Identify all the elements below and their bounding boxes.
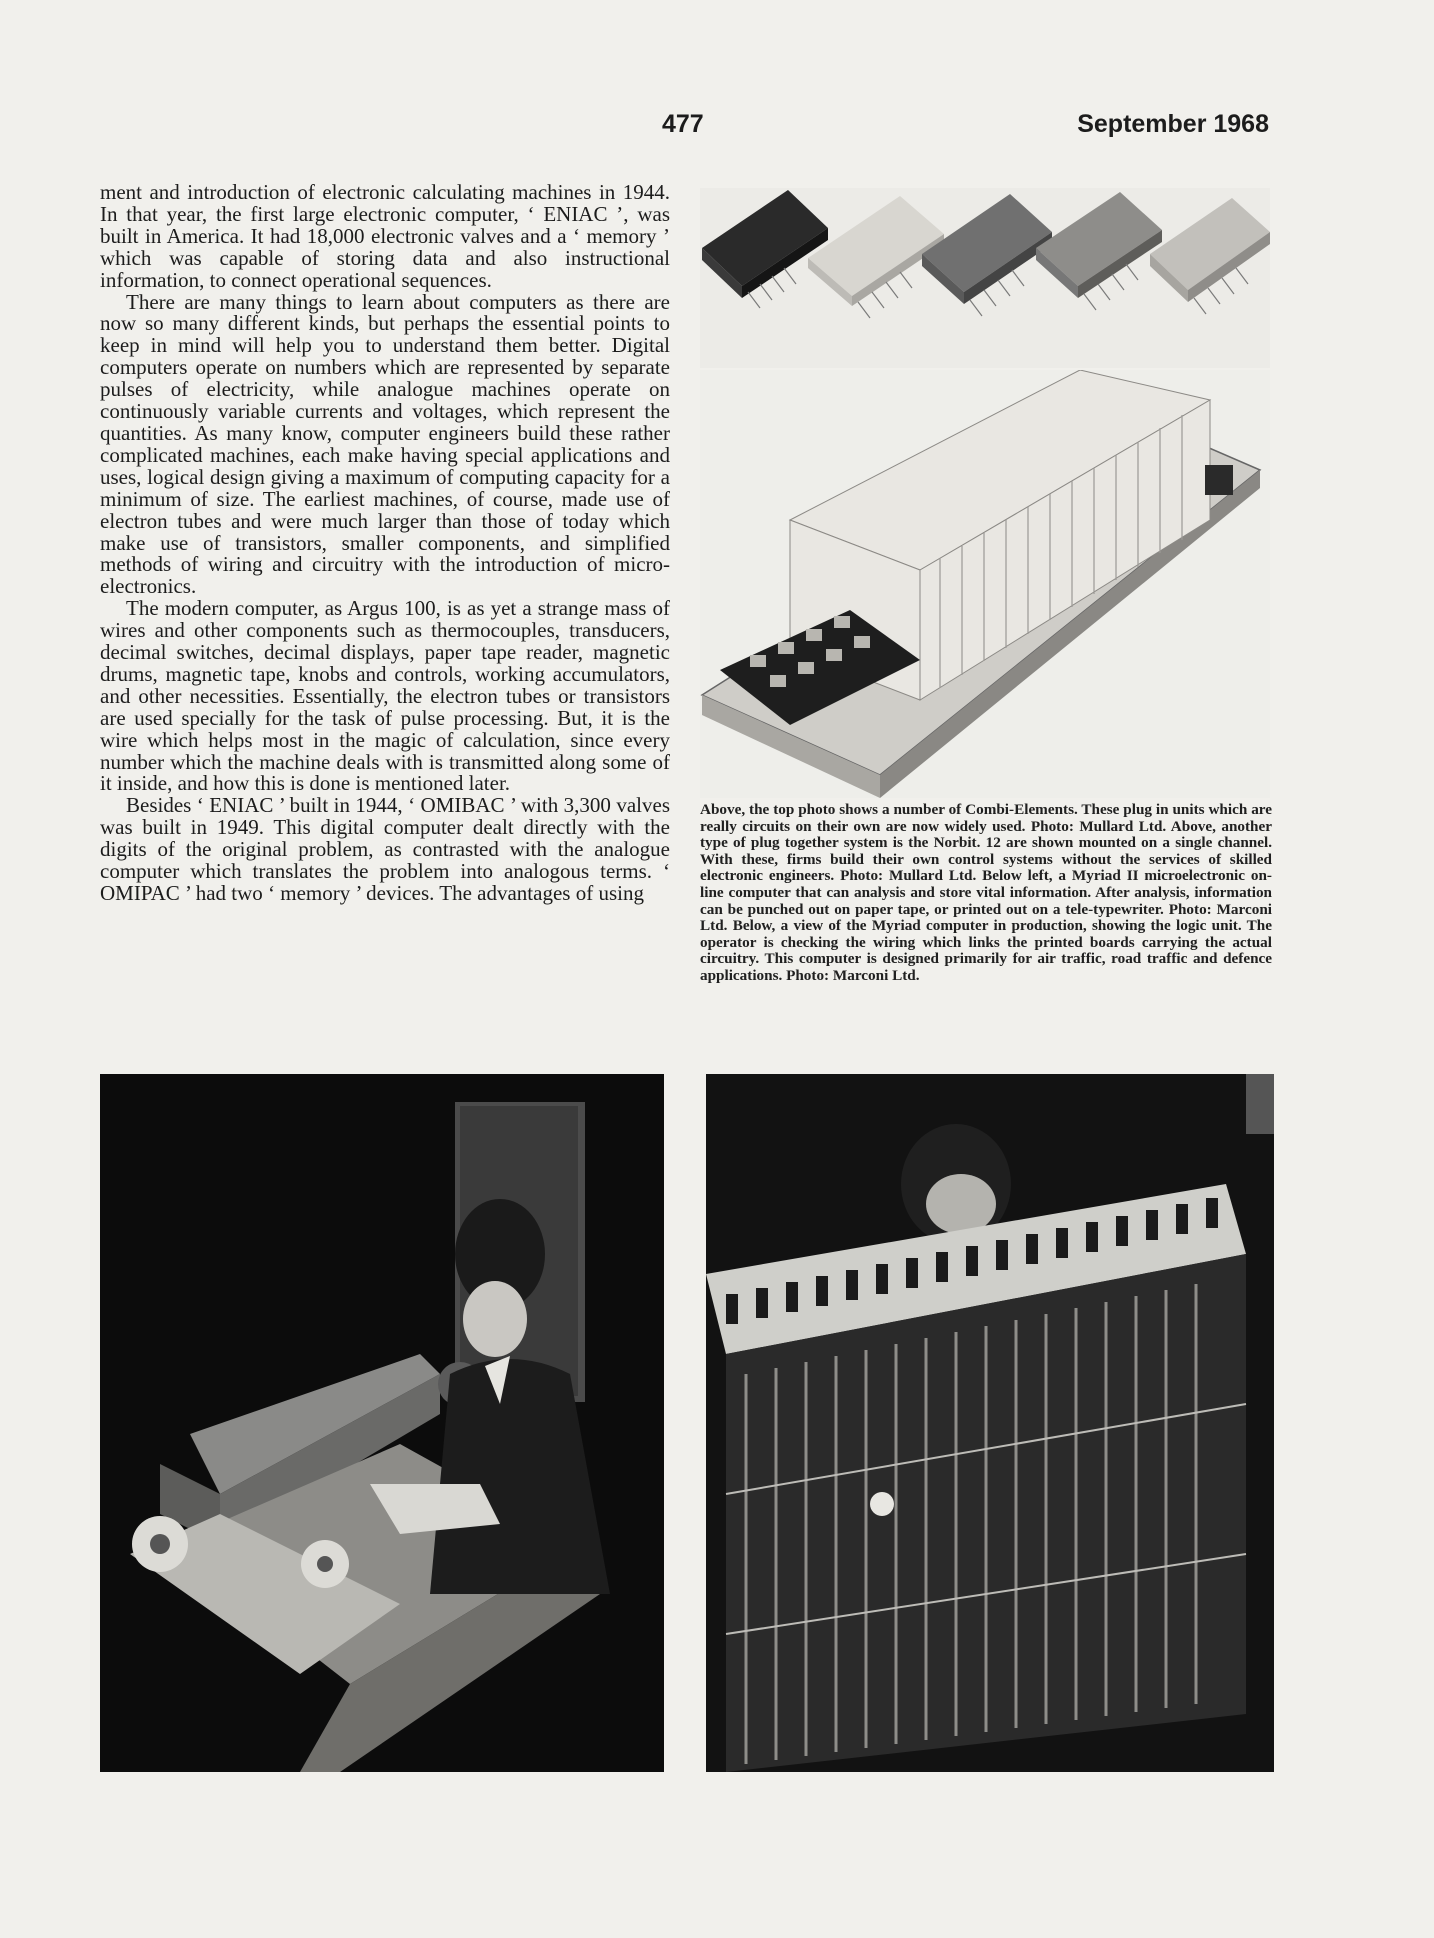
article-paragraph: ment and introduction of electronic calculating machines in 1944. In that year, the first large electronic computer, ‘ ENIAC ’, was built in America. It had 18,000 electronic valves and a ‘ memory ’ which was capable of storing data and also instructional information, to connect operational sequences.	[100, 180, 670, 292]
article-paragraph: The modern computer, as Argus 100, is as yet a strange mass of wires and other components such as thermocouples, transducers, decimal switches, decimal displays, paper tape reader, magnetic drums, magnetic tape, knobs and controls, working accumulators, and other necessities. Essentially, the electron tubes or transistors are used specially for the task of pulse processing. But, it is the wire which helps most in the magic of calculation, since every number which the machine deals with is transmitted along some of it inside, and how this is done is mentioned later.	[100, 596, 670, 796]
module-2	[808, 196, 944, 306]
module-4	[1036, 192, 1162, 298]
issue-date: September 1968	[1077, 110, 1269, 138]
module-5	[1150, 198, 1270, 302]
norbit-channel-photo	[700, 370, 1270, 798]
photo-caption: Above, the top photo shows a number of Combi-Elements. These plug in units which are really circuits on their own are now widely used. Photo: Mullard Ltd. Above, another type of plug together system is the Norbit. 12 are shown mounted on a single channel. With these, firms build their own control systems without the services of skilled electronic engineers. Photo: Mullard Ltd. Below left, a Myriad II microelectronic on-line computer that can analysis and store vital information. After analysis, information can be punched out on paper tape, or printed out on a tele-typewriter. Photo: Marconi Ltd. Below, a view of the Myriad computer in production, showing the logic unit. The operator is checking the wiring which links the printed boards carrying the actual circuitry. This computer is designed primarily for air traffic, road traffic and defence applications. Photo: Marconi Ltd.	[700, 801, 1272, 984]
module-3	[922, 194, 1052, 304]
combi-elements-photo	[700, 188, 1270, 368]
myriad-console-photo	[100, 1074, 664, 1772]
module-1	[702, 190, 828, 298]
page-number: 477	[662, 110, 704, 138]
myriad-production-photo	[706, 1074, 1274, 1772]
article-paragraph: Besides ‘ ENIAC ’ built in 1944, ‘ OMIBAC ’ with 3,300 valves was built in 1949. This digital computer dealt directly with the digits of the original problem, as contrasted with the analogue computer which translates the problem into analogous terms. ‘ OMIPAC ’ had two ‘ memory ’ devices. The advantages of using	[100, 793, 670, 905]
article-body	[100, 182, 670, 905]
article-paragraph: There are many things to learn about computers as there are now so many different kinds, but perhaps the essential points to keep in mind will help you to understand them better. Digital computers operate on numbers which are represented by separate pulses of electricity, while analogue machines operate on continuously variable currents and voltages, which represent the quantities. As many know, computer engineers build these rather complicated machines, each make having special applications and uses, logical design giving a maximum of computing capacity for a minimum of size. The earliest machines, of course, made use of electron tubes and were much larger than those of today which make use of transistors, smaller components, and simplified methods of wiring and circuitry with the introduction of micro-electronics.	[100, 289, 670, 599]
